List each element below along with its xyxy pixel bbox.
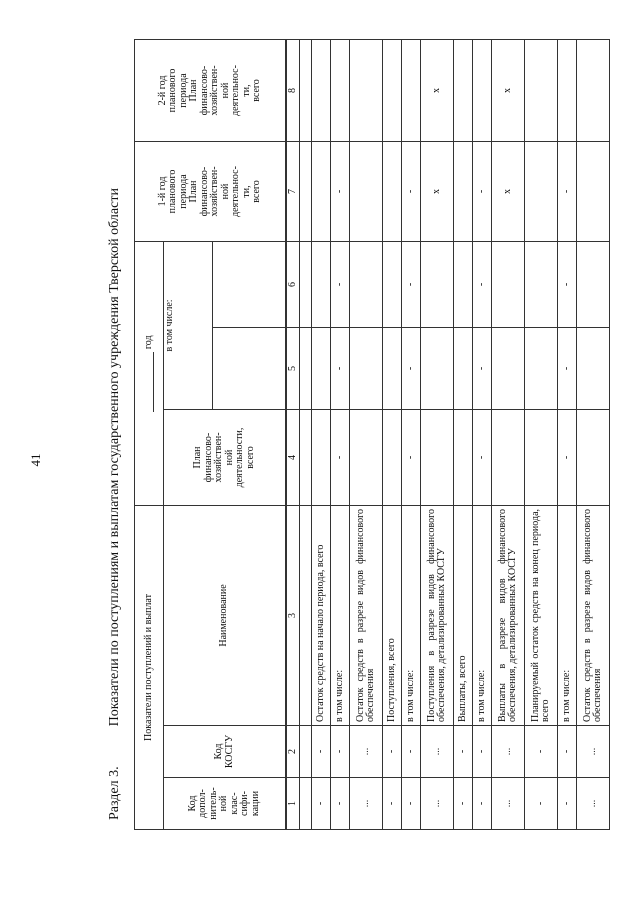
- subcol-5-header: [213, 327, 287, 409]
- row-value-cell: ...: [577, 726, 610, 778]
- header-line: План: [188, 79, 199, 102]
- row-value-cell: [577, 241, 610, 327]
- year2-plan-label: [189, 43, 263, 138]
- row-name-cell: в том числе:: [402, 505, 421, 725]
- header-line: всего: [251, 180, 262, 203]
- row-name-cell: Поступления в разрезе видов финансового обеспечения, детализированных КОСГУ: [421, 505, 454, 725]
- header-line: финансово-: [198, 65, 210, 116]
- year-header: год: [135, 241, 164, 505]
- row-value-cell: [312, 327, 331, 409]
- row-value-cell: [454, 409, 473, 505]
- column-number: 8: [286, 39, 300, 141]
- row-value-cell: -: [558, 241, 577, 327]
- table-container: [134, 40, 603, 830]
- row-value-cell: [383, 327, 402, 409]
- table-row: [402, 39, 421, 829]
- row-value-cell: [383, 39, 402, 141]
- row-name-cell: Выплаты, всего: [454, 505, 473, 725]
- including-header: в том числе:: [164, 241, 213, 409]
- year1-header: [135, 141, 287, 241]
- header-line: всего: [251, 79, 262, 102]
- header-line: 2-й год: [156, 75, 168, 106]
- group-header: Показатели поступлений и выплат: [135, 505, 164, 829]
- row-value-cell: [421, 241, 454, 327]
- row-value-cell: -: [331, 409, 350, 505]
- row-value-cell: -: [383, 726, 402, 778]
- header-line: деятельнос-: [230, 65, 241, 116]
- section-heading: [107, 100, 123, 820]
- header-line: Код: [213, 743, 224, 760]
- row-value-cell: [454, 39, 473, 141]
- row-value-cell: -: [402, 726, 421, 778]
- header-line: хозяйствен-: [209, 65, 220, 116]
- table-row: [492, 39, 525, 829]
- row-value-cell: x: [492, 141, 525, 241]
- plan-header: [164, 409, 287, 505]
- column-number-row: [286, 39, 300, 829]
- row-value-cell: x: [421, 39, 454, 141]
- row-value-cell: [473, 39, 492, 141]
- row-value-cell: -: [558, 141, 577, 241]
- row-value-cell: [383, 409, 402, 505]
- row-value-cell: ...: [421, 726, 454, 778]
- row-value-cell: ...: [350, 726, 383, 778]
- code-additional-header: [164, 778, 287, 830]
- name-header: Наименование: [164, 505, 287, 725]
- row-value-cell: [525, 141, 558, 241]
- header-line: планового: [167, 68, 178, 113]
- row-value-cell: -: [473, 726, 492, 778]
- header-line: ной: [223, 449, 235, 466]
- table-row: [331, 39, 350, 829]
- row-value-cell: [350, 327, 383, 409]
- row-value-cell: ...: [577, 778, 610, 830]
- header-line: деятельнос-: [230, 166, 241, 217]
- row-value-cell: -: [383, 778, 402, 830]
- row-value-cell: [492, 327, 525, 409]
- row-value-cell: -: [473, 778, 492, 830]
- row-value-cell: [577, 141, 610, 241]
- row-value-cell: ...: [421, 778, 454, 830]
- row-name-cell: в том числе:: [331, 505, 350, 725]
- row-value-cell: -: [525, 778, 558, 830]
- column-number: 7: [286, 141, 300, 241]
- row-value-cell: -: [331, 141, 350, 241]
- row-name-cell: в том числе:: [558, 505, 577, 725]
- header-line: хозяйствен-: [213, 432, 224, 483]
- row-value-cell: -: [454, 726, 473, 778]
- header-line: клас-: [228, 792, 240, 815]
- table-row: [383, 39, 402, 829]
- row-value-cell: -: [402, 327, 421, 409]
- row-value-cell: -: [331, 778, 350, 830]
- row-value-cell: x: [492, 39, 525, 141]
- table-row: [350, 39, 383, 829]
- row-value-cell: -: [402, 241, 421, 327]
- row-value-cell: [312, 39, 331, 141]
- table-row: [473, 39, 492, 829]
- row-value-cell: [577, 409, 610, 505]
- table-row: [558, 39, 577, 829]
- row-value-cell: -: [558, 778, 577, 830]
- column-number: 4: [286, 409, 300, 505]
- row-name-cell: Поступления, всего: [383, 505, 402, 725]
- row-value-cell: [454, 327, 473, 409]
- indicators-table: [134, 39, 610, 830]
- header-line: финансово-: [198, 166, 210, 217]
- header-line: планового: [167, 169, 178, 214]
- row-value-cell: [525, 409, 558, 505]
- table-row: [454, 39, 473, 829]
- row-value-cell: -: [473, 327, 492, 409]
- header-line: ной: [218, 795, 230, 812]
- section-label: Раздел 3.: [107, 766, 122, 820]
- row-value-cell: -: [331, 726, 350, 778]
- row-value-cell: [421, 409, 454, 505]
- year1-label: [158, 145, 190, 238]
- row-value-cell: -: [473, 141, 492, 241]
- header-line: КОСГУ: [223, 734, 235, 769]
- row-value-cell: [312, 409, 331, 505]
- header-line: финансово-: [202, 432, 214, 483]
- row-value-cell: [577, 327, 610, 409]
- column-number: 2: [286, 726, 300, 778]
- column-number: 1: [286, 778, 300, 830]
- row-value-cell: [402, 39, 421, 141]
- row-value-cell: [350, 241, 383, 327]
- header-line: Код: [186, 795, 198, 812]
- header-line: всего: [244, 446, 256, 469]
- row-value-cell: [454, 241, 473, 327]
- page-number: 41: [28, 453, 43, 467]
- header-line: ти,: [240, 84, 252, 97]
- header-line: периода: [177, 73, 189, 108]
- row-value-cell: -: [312, 778, 331, 830]
- row-name-cell: Остаток средств в разрезе видов финансового обеспечения: [577, 505, 610, 725]
- row-value-cell: -: [402, 409, 421, 505]
- row-value-cell: [492, 241, 525, 327]
- row-value-cell: -: [331, 327, 350, 409]
- column-number: 6: [286, 241, 300, 327]
- header-line: План: [188, 180, 199, 203]
- row-value-cell: ...: [492, 726, 525, 778]
- row-name-cell: Выплаты в разрезе видов финансового обеспечения, детализированных КОСГУ: [492, 505, 525, 725]
- row-value-cell: ...: [350, 778, 383, 830]
- row-value-cell: -: [473, 241, 492, 327]
- header-line: ти,: [240, 185, 252, 198]
- row-value-cell: [331, 39, 350, 141]
- header-line: кации: [249, 790, 261, 817]
- row-value-cell: [350, 409, 383, 505]
- header-line: деятельности,: [234, 427, 245, 488]
- table-row: [312, 39, 331, 829]
- row-value-cell: [525, 39, 558, 141]
- row-name-cell: Остаток средств в разрезе видов финансового обеспечения: [350, 505, 383, 725]
- row-value-cell: [558, 39, 577, 141]
- year1-plan-label: [189, 145, 263, 238]
- year2-header: [135, 39, 287, 141]
- table-row: [421, 39, 454, 829]
- column-number: 5: [286, 327, 300, 409]
- header-line: План: [192, 446, 203, 469]
- row-value-cell: -: [558, 726, 577, 778]
- row-value-cell: [383, 141, 402, 241]
- row-value-cell: -: [331, 241, 350, 327]
- row-value-cell: ...: [492, 778, 525, 830]
- row-value-cell: [492, 409, 525, 505]
- row-value-cell: [312, 141, 331, 241]
- row-value-cell: -: [402, 141, 421, 241]
- row-value-cell: [577, 39, 610, 141]
- row-value-cell: [350, 39, 383, 141]
- table-body: [312, 39, 610, 829]
- row-value-cell: -: [454, 778, 473, 830]
- header-line: допол-: [197, 789, 209, 818]
- spacer-row: [300, 39, 312, 829]
- table-row: [577, 39, 610, 829]
- row-value-cell: -: [312, 726, 331, 778]
- header-line: нитель-: [207, 787, 219, 820]
- row-value-cell: [525, 241, 558, 327]
- row-name-cell: Планируемый остаток средств на конец периода, всего: [525, 505, 558, 725]
- row-name-cell: в том числе:: [473, 505, 492, 725]
- row-value-cell: -: [402, 778, 421, 830]
- header-line: сифи-: [239, 791, 251, 816]
- header-line: ной: [219, 183, 231, 200]
- row-value-cell: [312, 241, 331, 327]
- row-value-cell: [454, 141, 473, 241]
- row-value-cell: x: [421, 141, 454, 241]
- kosgu-header: [164, 726, 287, 778]
- row-value-cell: -: [473, 409, 492, 505]
- table-row: [525, 39, 558, 829]
- row-value-cell: -: [525, 726, 558, 778]
- row-value-cell: [383, 241, 402, 327]
- section-title: Показатели по поступлениям и выплатам государственного учреждения Тверской области: [107, 188, 122, 727]
- row-value-cell: [421, 327, 454, 409]
- row-value-cell: [350, 141, 383, 241]
- row-name-cell: Остаток средств на начало периода, всего: [312, 505, 331, 725]
- row-value-cell: -: [558, 327, 577, 409]
- row-value-cell: [525, 327, 558, 409]
- subcol-6-header: [213, 241, 287, 327]
- year2-label: [158, 43, 190, 138]
- column-number: 3: [286, 505, 300, 725]
- header-line: ной: [219, 82, 231, 99]
- header-line: 1-й год: [156, 176, 168, 207]
- header-line: хозяйствен-: [209, 166, 220, 217]
- row-value-cell: -: [558, 409, 577, 505]
- header-line: периода: [177, 174, 189, 209]
